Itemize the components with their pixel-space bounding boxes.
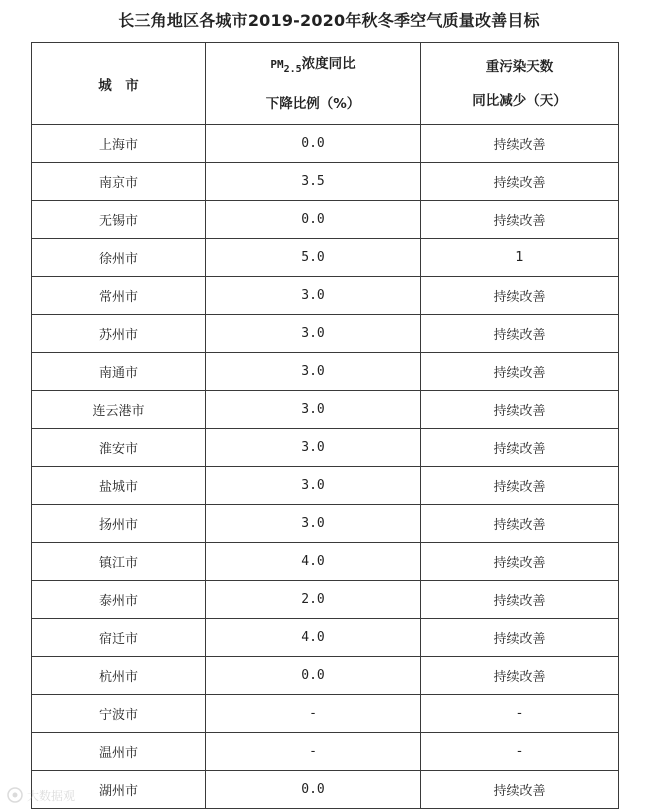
cell-city: 泰州市 [32,581,206,619]
cell-pm25-reduction: - [206,733,421,771]
cell-pm25-reduction: 3.0 [206,353,421,391]
header-days-line2: 同比减少（天） [472,92,567,109]
header-pm25-line1 [206,54,420,80]
cell-city: 淮安市 [32,429,206,467]
table-row [32,543,619,581]
cell-heavy-pollution-days: 持续改善 [421,505,619,543]
cell-heavy-pollution-days: 持续改善 [421,125,619,163]
table-row [32,695,619,733]
cell-city: 连云港市 [32,391,206,429]
table-row [32,733,619,771]
table-row [32,201,619,239]
header-city-label: 城 市 [98,77,139,94]
cell-heavy-pollution-days: 持续改善 [421,429,619,467]
table-body [32,125,619,809]
cell-pm25-reduction: 2.0 [206,581,421,619]
document-title: 长三角地区各城市2019-2020年秋冬季空气质量改善目标 [118,11,540,30]
cell-pm25-reduction: - [206,695,421,733]
cell-city: 南通市 [32,353,206,391]
table-row [32,125,619,163]
header-days-line1: 重污染天数 [485,58,554,75]
cell-heavy-pollution-days: 持续改善 [421,619,619,657]
cell-city: 杭州市 [32,657,206,695]
cell-heavy-pollution-days: 持续改善 [421,771,619,809]
header-row [32,43,619,125]
header-heavy-pollution-days [421,43,619,125]
table-row [32,771,619,809]
cell-heavy-pollution-days: - [421,733,619,771]
header-pm25 [206,43,421,125]
cell-pm25-reduction: 5.0 [206,239,421,277]
cell-city: 南京市 [32,163,206,201]
header-pm-prefix: PM [270,57,284,71]
watermark-text: 大数据观 [27,789,76,803]
table-header [32,43,619,125]
cell-heavy-pollution-days: 持续改善 [421,315,619,353]
table-row [32,581,619,619]
header-pm-line1-rest: 浓度同比 [301,55,356,72]
cell-city: 镇江市 [32,543,206,581]
header-pm-subscript: 2.5 [283,63,302,75]
cell-city: 宿迁市 [32,619,206,657]
table-row [32,163,619,201]
table-row [32,277,619,315]
cell-city: 湖州市 [32,771,206,809]
table-row [32,505,619,543]
cell-pm25-reduction: 3.0 [206,315,421,353]
cell-heavy-pollution-days: 持续改善 [421,657,619,695]
cell-heavy-pollution-days: 持续改善 [421,581,619,619]
cell-heavy-pollution-days: 持续改善 [421,277,619,315]
cell-city: 上海市 [32,125,206,163]
cell-city: 盐城市 [32,467,206,505]
cell-pm25-reduction: 4.0 [206,543,421,581]
watermark-logo-icon [6,785,96,805]
cell-pm25-reduction: 3.0 [206,505,421,543]
cell-city: 宁波市 [32,695,206,733]
cell-heavy-pollution-days: 持续改善 [421,391,619,429]
cell-city: 温州市 [32,733,206,771]
cell-heavy-pollution-days: 持续改善 [421,467,619,505]
table-row [32,391,619,429]
cell-pm25-reduction: 3.0 [206,429,421,467]
table-row [32,315,619,353]
cell-city: 苏州市 [32,315,206,353]
cell-city: 扬州市 [32,505,206,543]
cell-pm25-reduction: 3.0 [206,277,421,315]
cell-city: 无锡市 [32,201,206,239]
cell-pm25-reduction: 3.0 [206,391,421,429]
table-row [32,619,619,657]
cell-heavy-pollution-days: 持续改善 [421,201,619,239]
cell-city: 徐州市 [32,239,206,277]
cell-pm25-reduction: 4.0 [206,619,421,657]
table-row [32,657,619,695]
table-row [32,467,619,505]
watermark [6,785,96,805]
header-city [32,43,206,125]
air-quality-targets-table [31,42,619,809]
table-row [32,239,619,277]
header-pm25-line2: 下降比例（%） [265,95,361,112]
cell-heavy-pollution-days: 持续改善 [421,163,619,201]
cell-heavy-pollution-days: - [421,695,619,733]
cell-pm25-reduction: 3.0 [206,467,421,505]
table-row [32,429,619,467]
cell-city: 常州市 [32,277,206,315]
table-row [32,353,619,391]
cell-pm25-reduction: 0.0 [206,771,421,809]
cell-heavy-pollution-days: 持续改善 [421,353,619,391]
cell-heavy-pollution-days: 持续改善 [421,543,619,581]
cell-pm25-reduction: 3.5 [206,163,421,201]
cell-pm25-reduction: 0.0 [206,657,421,695]
cell-pm25-reduction: 0.0 [206,125,421,163]
cell-pm25-reduction: 0.0 [206,201,421,239]
cell-heavy-pollution-days: 1 [421,239,619,277]
